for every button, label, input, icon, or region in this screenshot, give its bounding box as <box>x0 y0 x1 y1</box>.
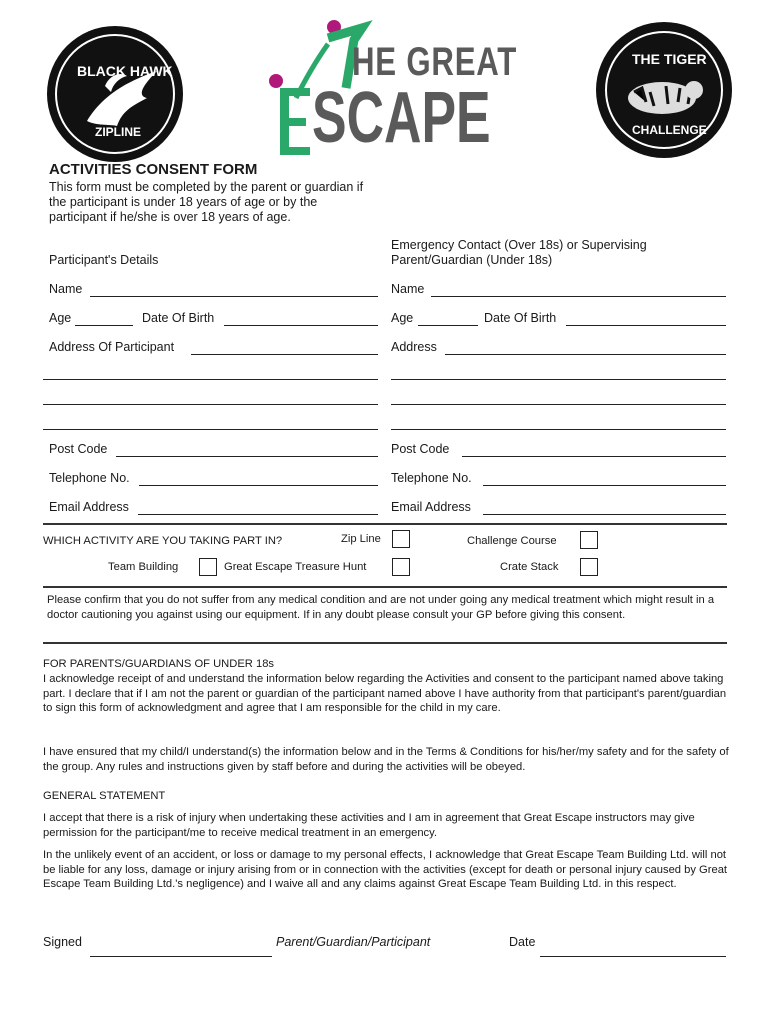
date-label: Date <box>509 935 536 949</box>
logo-center-top: HE GREAT <box>352 40 518 84</box>
black-hawk-zipline-logo <box>47 26 183 162</box>
participant-postcode-label: Post Code <box>49 442 108 456</box>
form-title: ACTIVITIES CONSENT FORM <box>49 161 258 178</box>
contact-telephone-label: Telephone No. <box>391 471 472 485</box>
activity-crate-stack-checkbox[interactable] <box>580 558 598 576</box>
date-field[interactable] <box>540 956 726 957</box>
contact-address-line3[interactable] <box>391 404 726 405</box>
contact-name-label: Name <box>391 282 425 296</box>
activity-team-building-label: Team Building <box>108 561 179 573</box>
parents-heading: FOR PARENTS/GUARDIANS OF UNDER 18s <box>43 658 275 670</box>
contact-dob-label: Date Of Birth <box>484 311 557 325</box>
activity-team-building-checkbox[interactable] <box>199 558 217 576</box>
logo-right-line1: THE TIGER <box>632 51 707 67</box>
participant-heading: Participant's Details <box>49 253 159 267</box>
signature-field[interactable] <box>90 956 272 957</box>
contact-age-field[interactable] <box>418 325 478 326</box>
contact-dob-field[interactable] <box>566 325 726 326</box>
contact-address-line4[interactable] <box>391 429 726 430</box>
participant-telephone-label: Telephone No. <box>49 471 130 485</box>
contact-age-label: Age <box>391 311 414 325</box>
divider-middle <box>43 586 727 588</box>
activity-crate-stack-label: Crate Stack <box>500 561 559 573</box>
parents-paragraph-1: I acknowledge receipt of and understand the information below regarding the Activities and consent to the participant named above taking part. I declare that if I am not the parent or guardian of the participant named above I have authority from that participant's parent/guardian to sign this form of acknowledgment and agree that I am responsible for the child in my care. <box>43 673 727 715</box>
participant-postcode-field[interactable] <box>116 456 378 457</box>
contact-email-label: Email Address <box>391 500 471 514</box>
logo-center-bottom: SCAPE <box>312 78 491 158</box>
activity-treasure-hunt-checkbox[interactable] <box>392 558 410 576</box>
participant-email-label: Email Address <box>49 500 129 514</box>
participant-age-label: Age <box>49 311 72 325</box>
participant-dob-label: Date Of Birth <box>142 311 215 325</box>
contact-heading: Emergency Contact (Over 18s) or Supervising Parent/Guardian (Under 18s) <box>391 238 647 267</box>
participant-telephone-field[interactable] <box>139 485 378 486</box>
contact-address-line2[interactable] <box>391 379 726 380</box>
participant-address-label: Address Of Participant <box>49 340 175 354</box>
logo-left-line2: ZIPLINE <box>95 125 142 139</box>
contact-postcode-label: Post Code <box>391 442 450 456</box>
participant-address-field[interactable] <box>191 354 378 355</box>
participant-name-label: Name <box>49 282 83 296</box>
contact-address-field[interactable] <box>445 354 726 355</box>
divider-top <box>43 523 727 525</box>
participant-address-line3[interactable] <box>43 404 378 405</box>
participant-age-field[interactable] <box>75 325 133 326</box>
activity-challenge-course-checkbox[interactable] <box>580 531 598 549</box>
participant-address-line4[interactable] <box>43 429 378 430</box>
great-escape-logo <box>266 18 518 158</box>
activity-challenge-course-label: Challenge Course <box>467 535 557 547</box>
parents-paragraph-2: I have ensured that my child/I understand(s) the information below and in the Terms & Conditions for his/her/my safety and for the safety of the group. Any rules and instructions given by staff before and during the activities will be obeyed. <box>43 746 729 773</box>
tiger-challenge-logo <box>596 22 732 158</box>
general-paragraph-1: I accept that there is a risk of injury when undertaking these activities and I am in agreement that Great Escape instructors may give permission for the participant/me to receive medical treatment in an emergency. <box>43 812 695 839</box>
participant-dob-field[interactable] <box>224 325 378 326</box>
activity-question: WHICH ACTIVITY ARE YOU TAKING PART IN? <box>43 535 283 547</box>
participant-address-line2[interactable] <box>43 379 378 380</box>
divider-bottom <box>43 642 727 644</box>
participant-name-field[interactable] <box>90 296 378 297</box>
contact-postcode-field[interactable] <box>462 456 726 457</box>
activity-zip-line-checkbox[interactable] <box>392 530 410 548</box>
logo-left-line1: BLACK HAWK <box>77 63 173 79</box>
activity-treasure-hunt-label: Great Escape Treasure Hunt <box>224 561 367 573</box>
medical-statement: Please confirm that you do not suffer from any medical condition and are not under going any medical treatment which might result in a doctor cautioning you against using our equipment. If in any doubt please consult your GP before giving this consent. <box>47 594 715 621</box>
signed-label: Signed <box>43 935 82 949</box>
activity-zip-line-label: Zip Line <box>341 533 381 545</box>
general-heading: GENERAL STATEMENT <box>43 790 166 802</box>
contact-name-field[interactable] <box>431 296 726 297</box>
contact-address-label: Address <box>391 340 437 354</box>
general-paragraph-2: In the unlikely event of an accident, or loss or damage to my personal effects, I acknowledge that Great Escape Team Building Ltd. will not be liable for any loss, damage or injury arising from or in connection with the activities (except for death or personal injury caused by Great Escape Team Building Ltd.'s negligence) and I waive all and any claims against Great Escape Team Building Ltd. in this respect. <box>43 849 728 891</box>
form-intro: This form must be completed by the parent or guardian if the participant is under 18 years of age or by the participant if he/she is over 18 years of age. <box>49 180 364 224</box>
contact-email-field[interactable] <box>483 514 726 515</box>
participant-email-field[interactable] <box>138 514 378 515</box>
contact-telephone-field[interactable] <box>483 485 726 486</box>
signer-role: Parent/Guardian/Participant <box>276 935 431 949</box>
logo-right-line2: CHALLENGE <box>632 123 707 137</box>
